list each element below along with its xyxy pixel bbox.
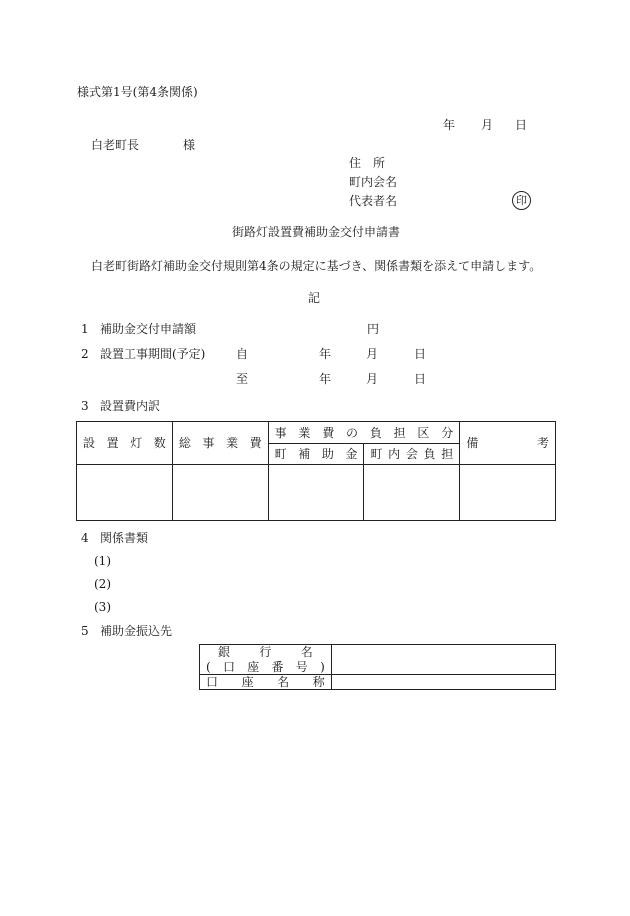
cell-total[interactable] bbox=[172, 465, 268, 521]
to-month-label: 月 bbox=[366, 372, 379, 386]
label-char: 町 bbox=[274, 447, 287, 461]
item3-number: 3 bbox=[81, 399, 89, 413]
item3-label: 設置費内訳 bbox=[100, 399, 161, 413]
label-char: 負 bbox=[423, 447, 436, 461]
item2-number: 2 bbox=[81, 347, 89, 361]
header-remarks bbox=[460, 422, 556, 465]
label-char: 費 bbox=[249, 436, 262, 450]
from-year-label: 年 bbox=[319, 347, 332, 361]
label-char: 銀 bbox=[218, 645, 231, 660]
from-month-label: 月 bbox=[366, 347, 379, 361]
label-char: ( bbox=[206, 659, 211, 674]
label-char: 号 bbox=[295, 659, 308, 674]
label-char: 座 bbox=[247, 659, 260, 674]
document-item-1: (1) bbox=[94, 554, 111, 568]
spread-label bbox=[275, 426, 454, 440]
label-char: 置 bbox=[106, 436, 119, 450]
spread-label bbox=[275, 447, 358, 461]
label-char: 口 bbox=[222, 659, 235, 674]
label-char: 内 bbox=[388, 447, 401, 461]
cell-association-burden[interactable] bbox=[364, 465, 460, 521]
date-day-label: 日 bbox=[515, 118, 528, 132]
item4-number: 4 bbox=[81, 531, 89, 545]
seal-mark: 印 bbox=[512, 191, 531, 210]
item1-unit: 円 bbox=[367, 322, 380, 336]
ki-heading: 記 bbox=[308, 291, 321, 305]
period-to-label: 至 bbox=[236, 372, 249, 386]
association-name-label: 町内会名 bbox=[349, 175, 398, 189]
bank-name-field[interactable] bbox=[331, 645, 555, 675]
spread-label bbox=[466, 436, 549, 450]
label-char: 総 bbox=[178, 436, 191, 450]
document-title: 街路灯設置費補助金交付申請書 bbox=[232, 225, 401, 239]
label-char: 数 bbox=[153, 436, 166, 450]
addressee-honorific: 様 bbox=[183, 138, 196, 152]
label-char: 業 bbox=[226, 436, 239, 450]
item5-label: 補助金振込先 bbox=[100, 624, 173, 638]
label-char: 座 bbox=[241, 675, 254, 689]
label-char: 事 bbox=[202, 436, 215, 450]
label-char: 口 bbox=[206, 675, 219, 689]
label-char: 補 bbox=[298, 447, 311, 461]
item5-number: 5 bbox=[81, 624, 89, 638]
label-char: 事 bbox=[274, 425, 287, 440]
cell-lights[interactable] bbox=[77, 465, 173, 521]
header-total bbox=[172, 422, 268, 465]
header-lights bbox=[77, 422, 173, 465]
representative-label: 代表者名 bbox=[349, 194, 398, 208]
cell-town-subsidy[interactable] bbox=[268, 465, 364, 521]
period-from-label: 自 bbox=[236, 347, 249, 361]
account-number-label bbox=[200, 660, 332, 675]
spread-label bbox=[370, 447, 453, 461]
label-char: 番 bbox=[271, 659, 284, 674]
item1-label: 補助金交付申請額 bbox=[100, 322, 197, 336]
label-char: 名 bbox=[300, 645, 313, 660]
header-association-burden bbox=[364, 444, 460, 465]
label-char: の bbox=[346, 425, 359, 440]
to-year-label: 年 bbox=[319, 372, 332, 386]
bank-account-table bbox=[199, 644, 556, 690]
account-name-label bbox=[200, 675, 332, 690]
bank-name-label bbox=[200, 645, 332, 660]
label-char: 灯 bbox=[130, 436, 143, 450]
label-char: 名 bbox=[277, 675, 290, 689]
date-month-label: 月 bbox=[481, 118, 494, 132]
label-char: ) bbox=[320, 659, 325, 674]
spread-label bbox=[179, 436, 262, 450]
cell-remarks[interactable] bbox=[460, 465, 556, 521]
account-name-field[interactable] bbox=[331, 675, 555, 690]
addressee-name: 白老町長 bbox=[91, 138, 140, 152]
header-town-subsidy bbox=[268, 444, 364, 465]
label-char: 会 bbox=[405, 447, 418, 461]
label-char: 負 bbox=[369, 425, 382, 440]
label-char: 助 bbox=[321, 447, 334, 461]
to-day-label: 日 bbox=[414, 372, 427, 386]
item4-label: 関係書類 bbox=[100, 531, 149, 545]
label-char: 費 bbox=[322, 425, 335, 440]
label-char: 設 bbox=[83, 436, 96, 450]
item1-number: 1 bbox=[81, 322, 89, 336]
document-item-3: (3) bbox=[94, 600, 111, 614]
label-char: 町 bbox=[370, 447, 383, 461]
address-label: 住 所 bbox=[349, 156, 386, 170]
label-char: 金 bbox=[345, 447, 358, 461]
spread-label bbox=[206, 675, 325, 689]
cost-breakdown-table bbox=[76, 421, 556, 521]
label-char: 区 bbox=[417, 425, 430, 440]
spread-label bbox=[218, 645, 313, 659]
table-row bbox=[77, 465, 556, 521]
label-char: 行 bbox=[259, 645, 272, 660]
label-char: 業 bbox=[298, 425, 311, 440]
document-item-2: (2) bbox=[94, 577, 111, 591]
form-number: 様式第1号(第4条関係) bbox=[77, 85, 198, 99]
label-char: 担 bbox=[441, 447, 454, 461]
item2-label: 設置工事期間(予定) bbox=[100, 347, 206, 361]
label-char: 担 bbox=[393, 425, 406, 440]
label-char: 分 bbox=[441, 425, 454, 440]
label-char: 備 bbox=[466, 436, 479, 450]
label-char: 称 bbox=[312, 675, 325, 689]
header-burden bbox=[268, 422, 460, 444]
application-statement: 白老町街路灯補助金交付規則第4条の規定に基づき、関係書類を添えて申請します。 bbox=[91, 259, 542, 273]
label-char: 考 bbox=[536, 436, 549, 450]
spread-label bbox=[206, 660, 325, 674]
from-day-label: 日 bbox=[414, 347, 427, 361]
date-year-label: 年 bbox=[443, 118, 456, 132]
spread-label bbox=[83, 436, 166, 450]
